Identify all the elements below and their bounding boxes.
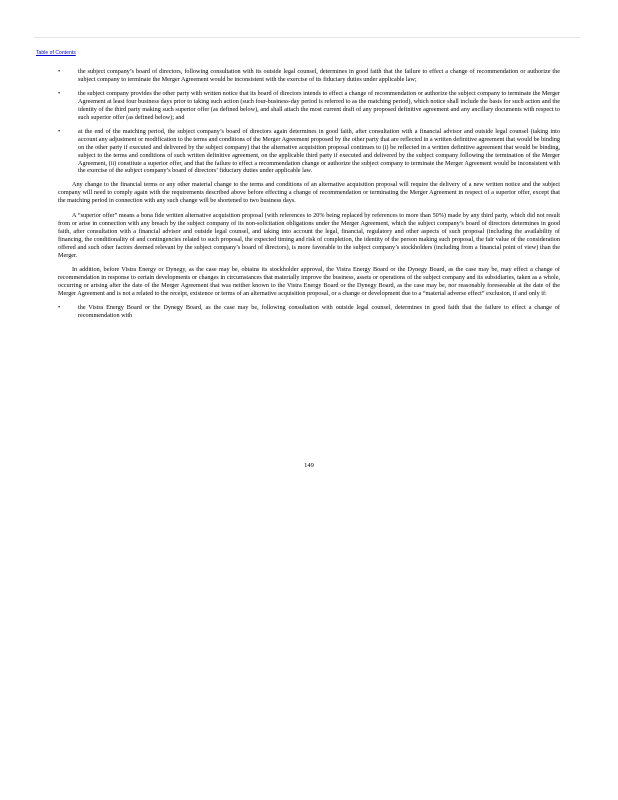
paragraph-intervening-event: In addition, before Vistra Energy or Dynegy, as the case may be, obtains its stockholder approval, the Vistra Energy Board or the Dynegy Board, as the case may be, may effect a change of recommendation in response to certain developments or changes in circumstances that materially improve the business, assets or operations of the subject company and its subsidiaries, taken as a whole, occurring or arising after the date of the Merger Agreement that was neither known to the Vistra Energy Board or the Dynegy Board, as the case may be, nor reasonably foreseeable at the date of the Merger Agreement and is not a related to the receipt, existence or terms of an alternative acquisition proposal, or a change or development due to a “material adverse effect” exclusion, if and only if: bbox=[58, 266, 560, 297]
bullet-text: the Vistra Energy Board or the Dynegy Board, as the case may be, following consultation with outside legal counsel, determines in good faith that the failure to effect a change of recommendation with bbox=[78, 304, 560, 320]
header-divider bbox=[34, 37, 580, 38]
bullet-item bbox=[58, 90, 560, 122]
table-of-contents-link[interactable]: Table of Contents bbox=[36, 50, 76, 56]
bullet-marker: • bbox=[58, 68, 61, 75]
bullet-item bbox=[58, 304, 560, 320]
bullet-text: the subject company provides the other party with written notice that its board of directors intends to effect a change of recommendation or authorize the subject company to terminate the Merger Agreement at least four business days prior to taking such action (such four-business-day period is referred to as the matching period), which notice shall include the basis for such action and the identity of the third party making such superior offer (as defined below), and shall attach the most current draft of any proposed definitive agreement and any ancillary documents with respect to such superior offer (as defined below); and bbox=[78, 89, 560, 121]
page-number: 149 bbox=[304, 462, 314, 469]
paragraph-superior-offer: A “superior offer” means a bona fide written alternative acquisition proposal (with references to 20% being replaced by references to more than 50%) made by any third party, which did not result from or arise in connection with any breach by the subject company of its non-solicitation obligations under the Merger Agreement, which the subject company’s board of directors determines in good faith, after consultation with a financial advisor and outside legal counsel, and taking into account the legal, financial, regulatory and other aspects of such proposal (including the availability of financing, the conditionality of and contingencies related to such proposal, the expected timing and risk of completion, the identity of the person making such proposal, the fair value of the consideration offered and such other factors deemed relevant by the subject company’s board of directors), is more favorable to the subject company’s stockholders (including from a financial point of view) than the Merger. bbox=[58, 211, 560, 259]
bullet-marker: • bbox=[58, 127, 61, 135]
paragraph-change-terms: Any change to the financial terms or any other material change to the terms and conditions of an alternative acquisition proposal will require the delivery of a new written notice and the subject company will need to comply again with the requirements described above before effecting a change of recommendation or terminating the Merger Agreement in respect of a superior offer, except that the matching period in connection with any such change will be shortened to two business days. bbox=[58, 181, 560, 205]
document-body bbox=[58, 68, 560, 326]
bullet-marker: • bbox=[58, 304, 61, 312]
bullet-text: at the end of the matching period, the subject company’s board of directors again determines in good faith, after consultation with a financial advisor and outside legal counsel (taking into account any adjustment or modification to the terms and conditions of the Merger Agreement proposed by the other party that are reflected in a written definitive agreement that would be binding on the other party if executed and delivered by the subject company) that the alternative acquisition proposal continues to (i) be reflected in a written definitive agreement that would be binding, subject to the terms and conditions of such written definitive agreement, on the applicable third party if executed and delivered by the subject company following the termination of the Merger Agreement, (ii) constitute a superior offer, and that the failure to effect a recommendation change or authorize the subject company to terminate the Merger Agreement would be inconsistent with the exercise of the subject company’s board of directors’ fiduciary duties under applicable law. bbox=[78, 127, 560, 175]
bullet-marker: • bbox=[58, 89, 61, 97]
bullet-item bbox=[58, 128, 560, 176]
bullet-item bbox=[58, 68, 560, 84]
bullet-text: the subject company’s board of directors, following consultation with its outside legal counsel, determines in good faith that the failure to effect a change of recommendation or authorize the subject company to terminate the Merger Agreement would be inconsistent with the exercise of its fiduciary duties under applicable law; bbox=[78, 68, 560, 83]
